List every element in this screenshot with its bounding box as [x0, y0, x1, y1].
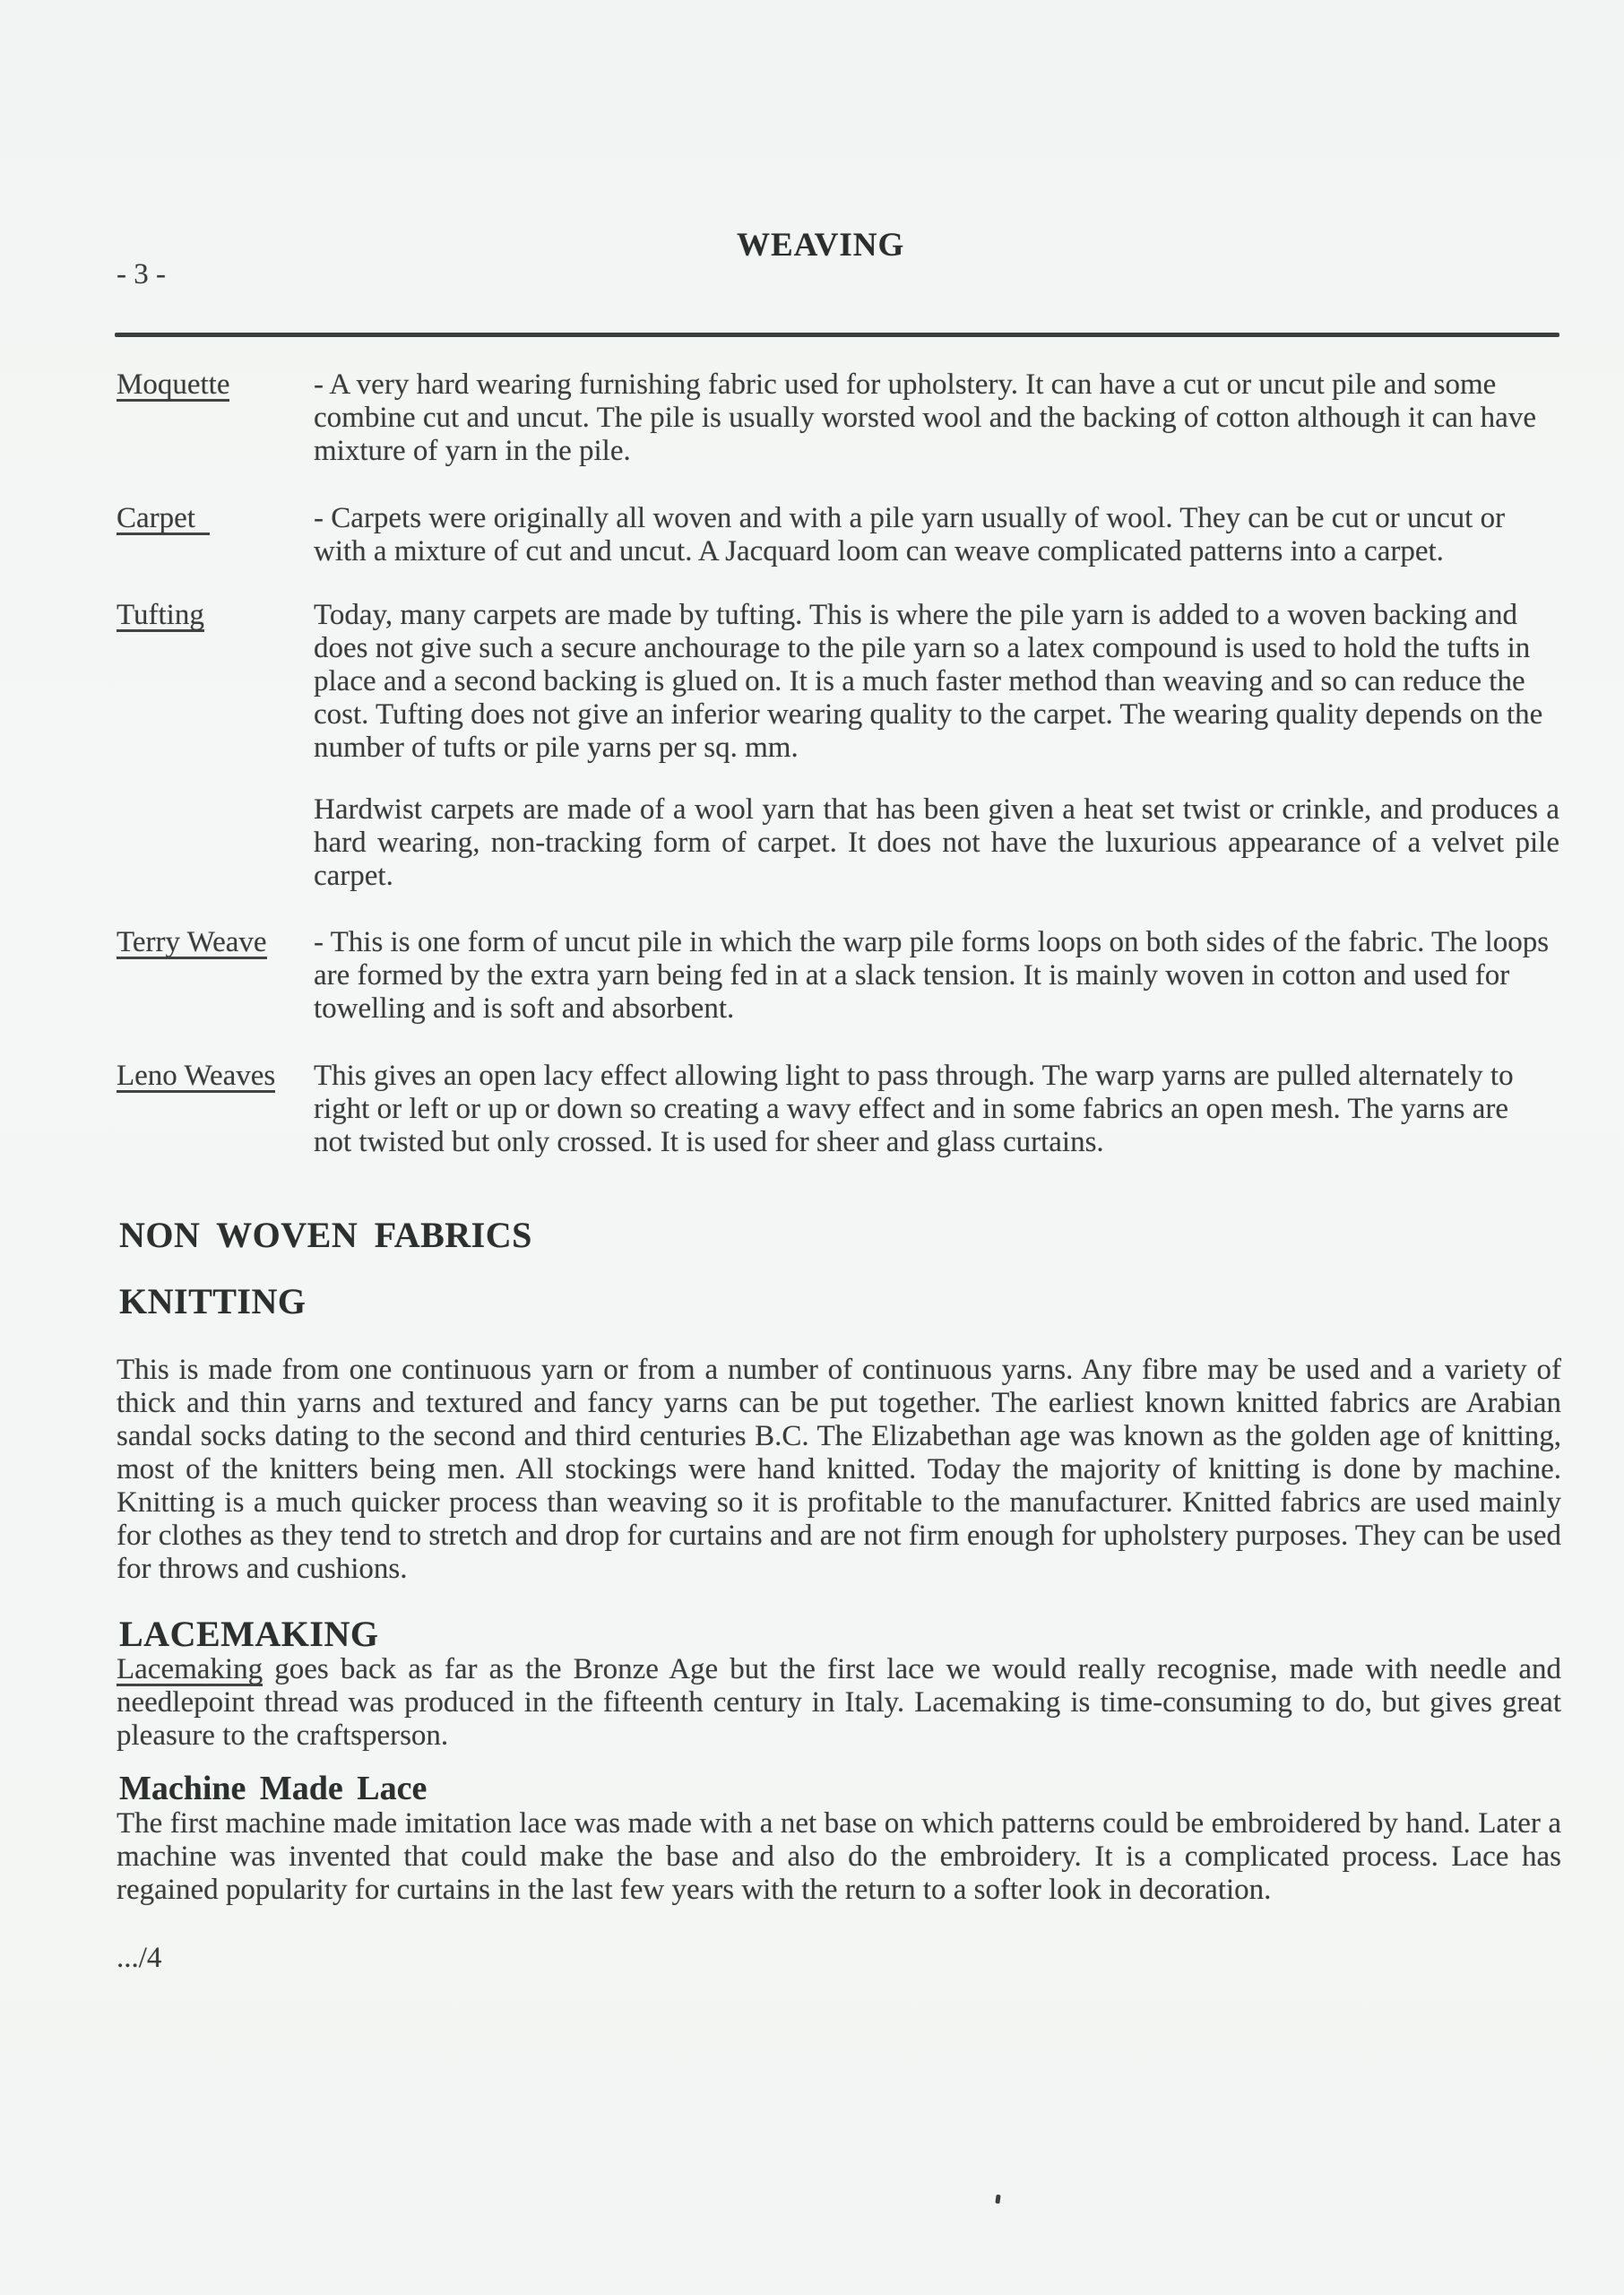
lacemaking-paragraph: [117, 1653, 1561, 1753]
knitting-paragraph: This is made from one continuous yarn or from a number of continuous yarns. Any fibre may be used and a variety of thick and thin yarns and textured and fancy yarns can be put together. The earliest known knitted fabrics are Arabian sandal socks dating to the second and third centuries B.C. The Elizabethan age was known as the golden age of knitting, most of the knitters being men. All stockings were hand knitted. Today the majority of knitting is done by machine. Knitting is a much quicker process than weaving so it is profitable to the manufacturer. Knitted fabrics are used mainly for clothes as they tend to stretch and drop for curtains and are not firm enough for upholstery purposes. They can be used for throws and cushions.: [117, 1354, 1561, 1585]
definition-term: [117, 502, 314, 535]
definition-term: [117, 599, 314, 632]
definition-term: [117, 926, 314, 959]
page-title: WEAVING: [737, 227, 905, 264]
definition-row-leno-weaves: [117, 1060, 1551, 1159]
definition-row-moquette: [117, 368, 1551, 468]
definition-term: [117, 1060, 314, 1093]
definition-text: - A very hard wearing furnishing fabric used for upholstery. It can have a cut or uncut pile and some combine cut and uncut. The pile is usually worsted wool and the backing of cotton although it can have mixture of yarn in the pile.: [314, 368, 1536, 467]
lacemaking-underlined-word: Lacemaking: [117, 1653, 263, 1685]
ink-speck: [995, 2195, 1000, 2204]
section-heading-non-woven-fabrics: NON WOVEN FABRICS: [119, 1215, 532, 1255]
term-underlined-text: Carpet: [117, 505, 210, 535]
term-underlined-text: Leno Weaves: [117, 1060, 276, 1092]
definition-row-tufting: [117, 599, 1551, 765]
lacemaking-paragraph-rest: goes back as far as the Bronze Age but the first lace we would really recognise, made with needle and needlepoint thread was produced in the fifteenth century in Italy. Lacemaking is time-consuming to do, but gives great pleasure to the craftsperson.: [117, 1653, 1561, 1752]
subsection-heading-machine-made-lace: Machine Made Lace: [119, 1770, 428, 1807]
definition-text: - This is one form of uncut pile in which the warp pile forms loops on both sides of the fabric. The loops are formed by the extra yarn being fed in at a slack tension. It is mainly woven in cotton and used for towelling and is soft and absorbent.: [314, 926, 1550, 1025]
term-underlined-text: Moquette: [117, 368, 230, 401]
term-underlined-text: Terry Weave: [117, 926, 267, 958]
section-heading-knitting: KNITTING: [119, 1281, 307, 1321]
definition-text: This gives an open lacy effect allowing light to pass through. The warp yarns are pulled alternately to right or left or up or down so creating a wavy effect and in some fabrics an open mesh. The yarns are not twisted but only crossed. It is used for sheer and glass curtains.: [314, 1060, 1514, 1158]
continuation-mark: .../4: [117, 1942, 162, 1974]
definition-text: - Carpets were originally all woven and with a pile yarn usually of wool. They can be cut or uncut or with a mixture of cut and uncut. A Jacquard loom can weave complicated patterns into a carpet.: [314, 502, 1506, 567]
page-number: - 3 -: [117, 258, 166, 290]
definition-term: [117, 368, 314, 402]
definition-row-terry-weave: [117, 926, 1551, 1026]
definition-row-carpet: [117, 502, 1551, 568]
machine-made-lace-paragraph: The first machine made imitation lace was made with a net base on which patterns could be embroidered by hand. Later a machine was invented that could make the base and also do the embroidery. It is a complicated process. Lace has regained popularity for curtains in the last few years with the return to a softer look in decoration.: [117, 1807, 1561, 1906]
header-rule: [115, 333, 1559, 337]
term-underlined-text: Tufting: [117, 599, 204, 631]
hardwist-paragraph: Hardwist carpets are made of a wool yarn that has been given a heat set twist or crinkle, and produces a hard wearing, non-tracking form of carpet. It does not have the luxurious appearance of a velvet pile carpet.: [314, 793, 1559, 892]
definition-text: Today, many carpets are made by tufting. This is where the pile yarn is added to a woven backing and does not give such a secure anchourage to the pile yarn so a latex compound is used to hold the tufts in place and a second backing is glued on. It is a much faster method than weaving and so can reduce the cost. Tufting does not give an inferior wearing quality to the carpet. The wearing quality depends on the number of tufts or pile yarns per sq. mm.: [314, 599, 1543, 764]
section-heading-lacemaking: LACEMAKING: [119, 1614, 379, 1654]
